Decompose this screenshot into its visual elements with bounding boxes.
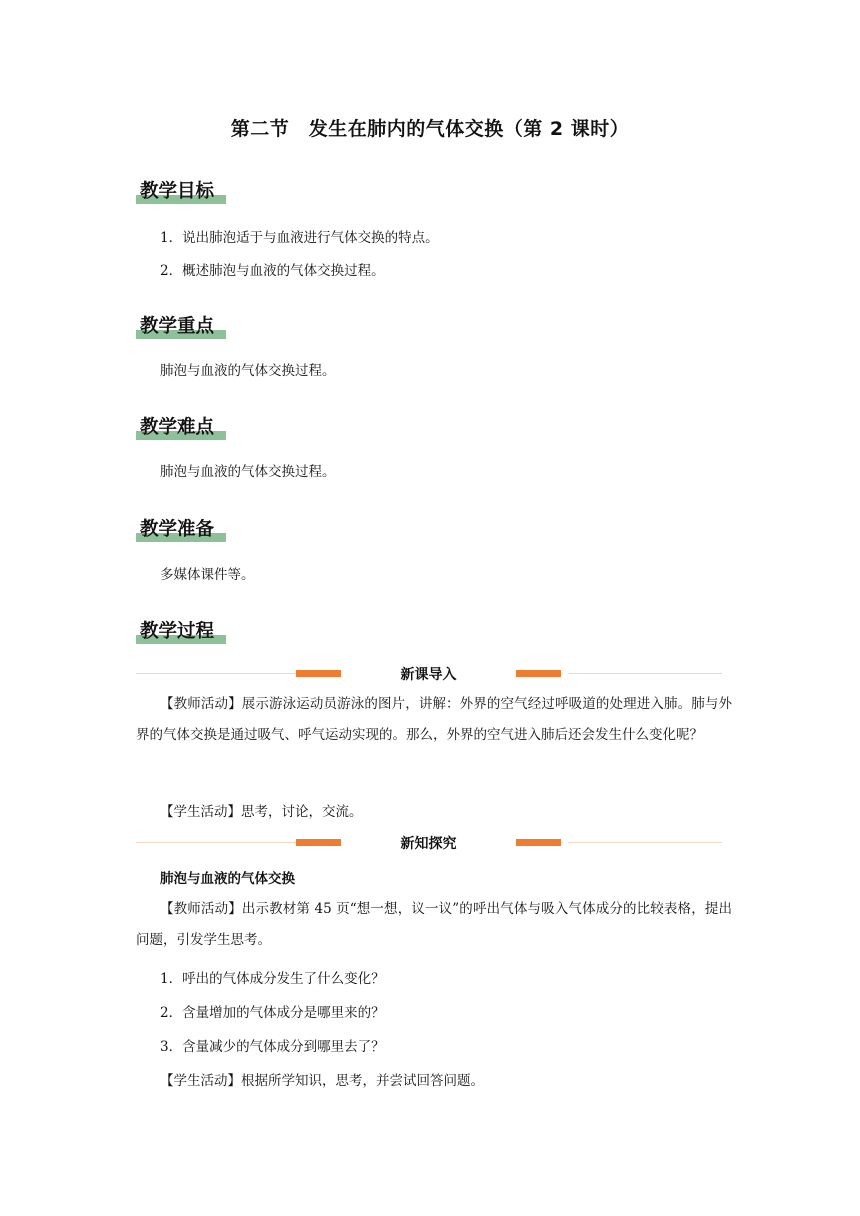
section-heading-key-points xyxy=(136,309,226,339)
heading-label: 教学重点 xyxy=(140,316,215,337)
objective-item: 2．概述肺泡与血液的气体交换过程。 xyxy=(160,263,385,279)
intro-teacher-activity: 【教师活动】展示游泳运动员游泳的图片，讲解：外界的空气经过呼吸道的处理进入肺。肺与外界的气体交换是通过吸气、呼气运动实现的。那么，外界的空气进入肺后还会发生什么变化呢？ xyxy=(136,696,732,743)
section-heading-difficulties xyxy=(136,410,226,440)
divider-accent xyxy=(296,670,341,677)
heading-label: 教学准备 xyxy=(140,519,215,540)
preparation-text: 多媒体课件等。 xyxy=(160,567,255,583)
section-heading-preparation xyxy=(136,512,226,542)
divider-label: 新课导入 xyxy=(400,667,457,683)
objective-item: 1．说出肺泡适于与血液进行气体交换的特点。 xyxy=(160,230,439,246)
subsection-divider-intro xyxy=(136,664,722,684)
explore-question: 2．含量增加的气体成分是哪里来的？ xyxy=(160,1005,385,1021)
explore-student-activity: 【学生活动】根据所学知识，思考，并尝试回答问题。 xyxy=(160,1073,484,1089)
page-title: 第二节 发生在肺内的气体交换（第 2 课时） xyxy=(230,118,630,140)
explore-question: 3．含量减少的气体成分到哪里去了？ xyxy=(160,1039,385,1055)
explore-question: 1．呼出的气体成分发生了什么变化？ xyxy=(160,971,385,987)
divider-line xyxy=(568,673,722,674)
divider-line xyxy=(568,842,722,843)
intro-student-activity: 【学生活动】思考，讨论，交流。 xyxy=(160,804,363,820)
divider-line xyxy=(136,842,296,843)
section-heading-process xyxy=(136,614,226,644)
explore-subtitle: 肺泡与血液的气体交换 xyxy=(160,871,295,887)
heading-label: 教学过程 xyxy=(140,621,215,642)
divider-line xyxy=(136,673,296,674)
explore-teacher-activity: 【教师活动】出示教材第 45 页“想一想，议一议”的呼出气体与吸入气体成分的比较表格，提出问题，引发学生思考。 xyxy=(136,901,732,948)
heading-label: 教学目标 xyxy=(140,181,215,202)
divider-accent xyxy=(296,839,341,846)
subsection-divider-explore xyxy=(136,833,722,853)
section-heading-objectives xyxy=(136,174,226,204)
divider-accent xyxy=(516,839,561,846)
divider-label: 新知探究 xyxy=(400,836,457,852)
divider-accent xyxy=(516,670,561,677)
key-points-text: 肺泡与血液的气体交换过程。 xyxy=(160,363,336,379)
heading-label: 教学难点 xyxy=(140,417,215,438)
difficulties-text: 肺泡与血液的气体交换过程。 xyxy=(160,464,336,480)
